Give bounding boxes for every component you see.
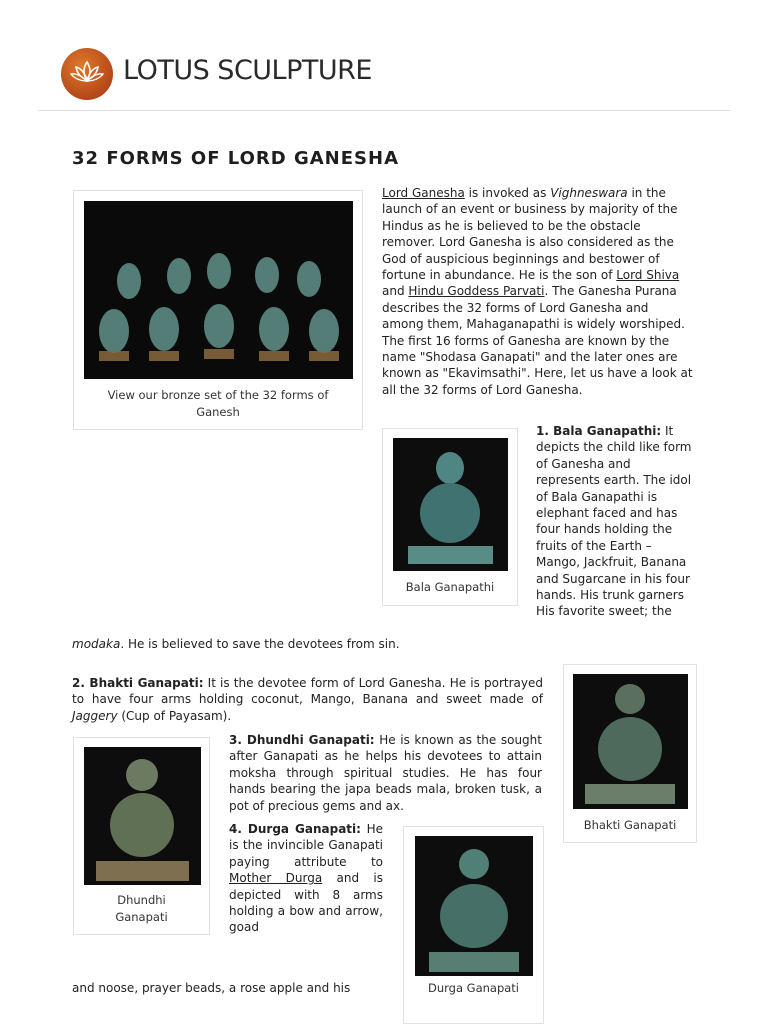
figure-32-forms-set[interactable] <box>73 190 363 430</box>
lord-shiva-link[interactable]: Lord Shiva <box>616 268 680 283</box>
dhundhi-ganapati-paragraph: 3. Dhundhi Ganapati: He is known as the sought after Ganapati as he helps his devotees to attain moksha through spiritual studies. He has four hands bearing the japa beads mala, broken tusk, a pot of precious gems and ax. <box>229 733 542 813</box>
header-divider <box>38 110 731 111</box>
durga-ganapati-paragraph: 4. Durga Ganapati: He is the invincible Ganapati paying attribute to Mother Durga and is depicted with 8 arms holding a bow and arrow, goad <box>229 822 383 935</box>
bhakti-ganapati-paragraph: 2. Bhakti Ganapati: It is the devotee form of Lord Ganesha. He is portrayed to have four arms holding coconut, Mango, Banana and sweet made of Jaggery (Cup of Payasam). <box>72 676 543 723</box>
dhundhi-ganapati-image[interactable] <box>84 747 201 885</box>
figure-bala-ganapathi[interactable] <box>382 428 518 606</box>
lord-ganesha-link[interactable]: Lord Ganesha <box>382 186 465 200</box>
figure-caption: Bhakti Ganapati <box>583 818 677 832</box>
figure-caption: View our bronze set of the 32 forms of Ganesh <box>107 388 329 419</box>
durga-ganapati-image[interactable] <box>415 836 533 976</box>
bala-ganapathi-image[interactable] <box>393 438 508 571</box>
figure-dhundhi-ganapati[interactable] <box>73 737 210 935</box>
figure-caption: Bala Ganapathi <box>405 580 495 594</box>
bala-ganapathi-paragraph: 1. Bala Ganapathi: It depicts the child like form of Ganesha and represents earth. The idol of Bala Ganapathi is elephant faced and has four hands holding the fruits of the Earth – Mango, Jackfruit, Banana and Sugarcane in his four hands. His trunk garners His favorite sweet; the <box>536 424 692 619</box>
figure-caption: Dhundhi Ganapati <box>115 893 168 924</box>
bhakti-ganapati-image[interactable] <box>573 674 688 809</box>
goddess-parvati-link[interactable]: Hindu Goddess Parvati <box>408 284 545 299</box>
figure-bhakti-ganapati[interactable] <box>563 664 697 843</box>
figure-caption: Durga Ganapati <box>427 981 520 995</box>
lotus-logo-icon[interactable] <box>61 48 113 100</box>
bala-ganapathi-continuation: modaka. He is believed to save the devotees from sin. <box>72 637 400 651</box>
bronze-set-image[interactable] <box>84 201 353 379</box>
brand-name[interactable]: LOTUS SCULPTURE <box>123 55 372 86</box>
mother-durga-link[interactable]: Mother Durga <box>229 871 323 886</box>
page-title: 32 FORMS OF LORD GANESHA <box>72 148 400 169</box>
intro-paragraph: Lord Ganesha is invoked as Vighneswara in the launch of an event or business by majority of the Hindus as he is believed to be the obstacle remover. Lord Ganesha is also considered as the God of auspicious beginnings and bestower of fortune in abundance. He is the son of Lord Shiva and Hindu Goddess Parvati. The Ganesha Purana describes the 32 forms of Lord Ganesha and among them, Mahaganapathi is widely worshiped. The first 16 forms of Ganesha are known by the name "Shodasa Ganapati" and the later ones are known as "Ekavimsathi". Here, let us have a look at all the 32 forms of Lord Ganesha. <box>382 186 693 397</box>
durga-ganapati-continuation: and noose, prayer beads, a rose apple and his <box>72 981 351 995</box>
site-header <box>0 0 768 112</box>
figure-durga-ganapati[interactable] <box>403 826 544 1024</box>
